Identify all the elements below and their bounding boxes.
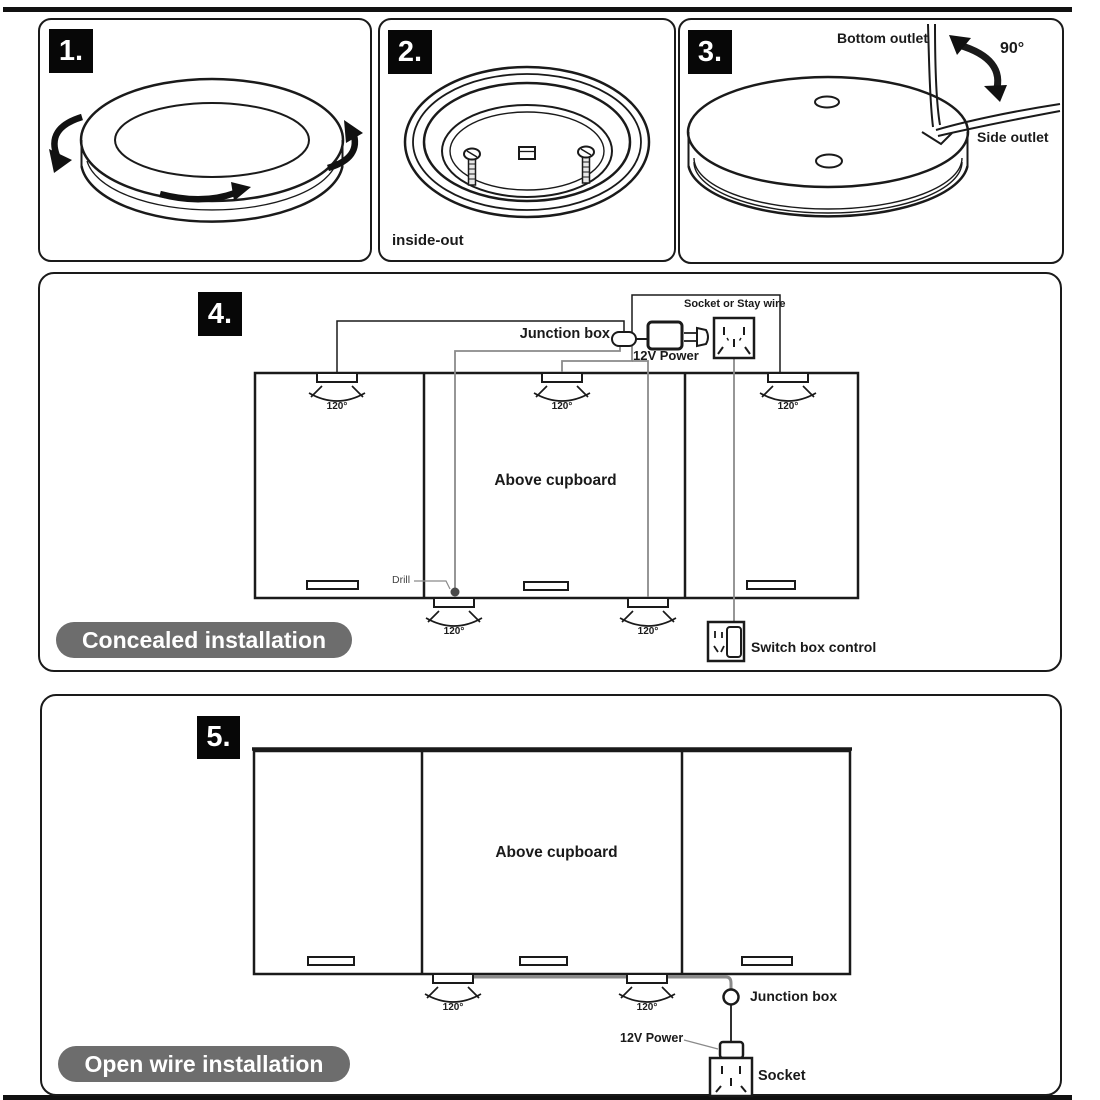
inside-out-caption: inside-out — [392, 232, 464, 249]
puck-light-icon — [426, 598, 482, 626]
top-hole — [816, 155, 842, 168]
above-cupboard-label: Above cupboard — [495, 844, 618, 861]
socket-label: Socket — [758, 1068, 806, 1084]
junction-box-label: Junction box — [750, 988, 838, 1004]
beam-angle-label: 120° — [442, 1002, 464, 1013]
beam-angle-label: 120° — [326, 401, 348, 412]
beam-angle-label: 120° — [443, 626, 465, 637]
open-wire-installation-title: Open wire installation — [58, 1046, 350, 1082]
ninety-degree-label: 90° — [1000, 40, 1025, 57]
screw-icon — [464, 149, 480, 186]
puck-light-icon — [620, 598, 676, 626]
ninety-degree-arrow-icon — [949, 35, 1007, 102]
screw-icon — [578, 147, 594, 184]
power-pointer-line — [684, 1040, 718, 1049]
cupboard-outline — [254, 751, 850, 974]
plug-icon — [684, 328, 708, 346]
concealed-installation-title: Concealed installation — [56, 622, 352, 658]
switch-box-icon — [708, 622, 744, 661]
junction-box-icon — [612, 332, 636, 346]
bottom-outlet-label: Bottom outlet — [837, 30, 928, 46]
step1-number: 1. — [49, 29, 93, 73]
wall-socket-icon — [710, 1058, 752, 1096]
cupboard-handles — [307, 581, 795, 590]
socket-or-stay-wire-label: Socket or Stay wire — [684, 298, 786, 310]
puck-light-icon — [619, 974, 675, 1002]
bottom-outlet-wire — [928, 24, 940, 127]
top-hole — [815, 97, 839, 108]
side-outlet-label: Side outlet — [977, 129, 1049, 145]
cupboard-handles — [308, 957, 792, 965]
step4-number: 4. — [198, 292, 242, 336]
cupboard-dividers — [422, 751, 682, 974]
power-label: 12V Power — [620, 1031, 684, 1045]
power-adapter-icon — [648, 322, 682, 349]
drill-hole-dot — [451, 588, 460, 597]
step2-number: 2. — [388, 30, 432, 74]
junction-box-label: Junction box — [519, 326, 610, 342]
rotation-arrow-icon — [54, 117, 354, 199]
puck-light-rotate-drawing — [49, 79, 363, 222]
puck-light-icon — [534, 373, 590, 401]
step5-number: 5. — [197, 716, 240, 759]
open-wire — [445, 977, 731, 990]
beam-angle-label: 120° — [777, 401, 799, 412]
puck-light-inside-drawing — [405, 67, 649, 217]
puck-light-icon — [425, 974, 481, 1002]
drill-label: Drill — [392, 574, 411, 586]
beam-angle-label: 120° — [637, 626, 659, 637]
power-label: 12V Power — [633, 348, 699, 363]
puck-light-icon — [309, 373, 365, 401]
above-cupboard-label: Above cupboard — [494, 472, 617, 489]
wall-socket-icon — [714, 318, 754, 358]
step3-number: 3. — [688, 30, 732, 74]
puck-light-icon — [760, 373, 816, 401]
junction-box-icon — [724, 990, 739, 1005]
power-adapter-icon — [720, 1042, 743, 1058]
beam-angle-label: 120° — [551, 401, 573, 412]
beam-angle-label: 120° — [636, 1002, 658, 1013]
wire-connector-icon — [519, 147, 535, 159]
switch-box-control-label: Switch box control — [751, 639, 877, 655]
open-wire-installation-drawing — [252, 749, 852, 1096]
drill-pointer-line — [414, 581, 450, 589]
